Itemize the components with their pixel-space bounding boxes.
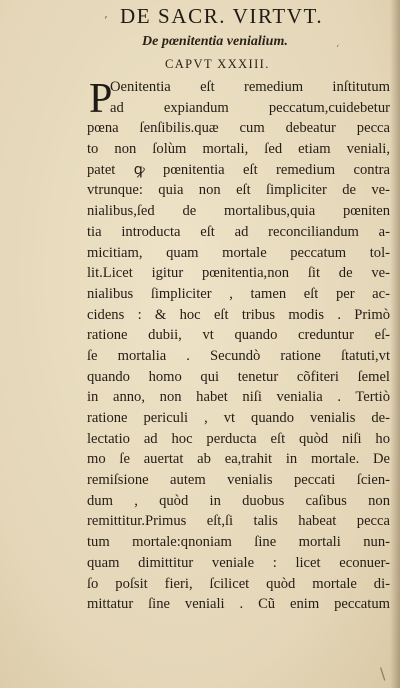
chapter-heading: CAPVT XXXIII. xyxy=(165,57,270,71)
text-line: lectatio ad hoc perducta eſt quòd niſi ho xyxy=(87,430,390,447)
running-head: DE SACR. VIRTVT. xyxy=(120,4,324,28)
body-text xyxy=(87,77,390,615)
text-line: quando homo qui tenetur cõfiteri ſemel xyxy=(87,368,390,385)
drop-cap: P xyxy=(89,76,113,122)
text-line: quam dimittitur veniale : licet econuer- xyxy=(87,554,390,571)
text-line: Oenitentia eſt remedium inſtitutum xyxy=(110,79,390,95)
text-line: patet ꝙ pœnitentia eſt remedium contra xyxy=(87,161,390,178)
text-line: ad expiandum peccatum,cuidebetur xyxy=(110,99,390,116)
text-line: tum mortale:qnoniam ſine mortali nun- xyxy=(87,534,390,551)
text-line: nialibus ſimpliciter , tamen eſt per ac- xyxy=(87,285,390,302)
stray-mark-right: ‘ xyxy=(336,44,340,55)
text-line: remittitur.Primus eſt,ſi talis habeat pecca xyxy=(87,513,390,530)
text-line: ratione periculi , vt quando venialis de- xyxy=(87,410,390,426)
text-line: remiſsione autem venialis peccati ſcien- xyxy=(87,472,390,489)
text-line: to non ſolùm mortali, ſed etiam veniali, xyxy=(87,141,390,158)
text-line: nialibus,ſed de mortalibus,quia pœniten xyxy=(87,203,390,220)
text-line: pœna ſenſibilis.quæ cum debeatur pecca xyxy=(87,120,390,137)
text-line: in anno, non habet niſi venialia . Tertiò xyxy=(87,389,390,406)
text-line: ratione dubii, vt quando creduntur eſ- xyxy=(87,327,390,344)
page-gutter-shadow xyxy=(390,0,400,688)
stray-mark-left: ’ xyxy=(104,14,108,27)
text-line: cidens : & hoc eſt tribus modis . Primò xyxy=(87,306,390,323)
text-line: micitiam, quam mortale peccatum tol- xyxy=(87,244,390,261)
text-line: ſe mortalia . Secundò ratione ſtatuti,vt xyxy=(87,347,390,364)
text-line: tia introducta eſt ad reconciliandum a- xyxy=(87,223,390,240)
text-line: vtrunque: quia non eſt ſimpliciter de ve- xyxy=(87,182,390,199)
text-line: mittatur ſine veniali . Cũ enim peccatum xyxy=(87,596,390,613)
text-line: dum , quòd in duobus caſibus non xyxy=(87,492,390,509)
text-line: lit.Licet igitur pœnitentia,non ſit de ve- xyxy=(87,265,390,282)
stray-mark-bottom: \ xyxy=(380,664,386,683)
text-line: ſo poſsit fieri, ſcilicet quòd mortale di- xyxy=(87,575,390,592)
section-title: De pœnitentia venialium. xyxy=(142,34,288,49)
text-line: mo ſe auertat ab ea,trahit in mortale. De xyxy=(87,451,390,468)
